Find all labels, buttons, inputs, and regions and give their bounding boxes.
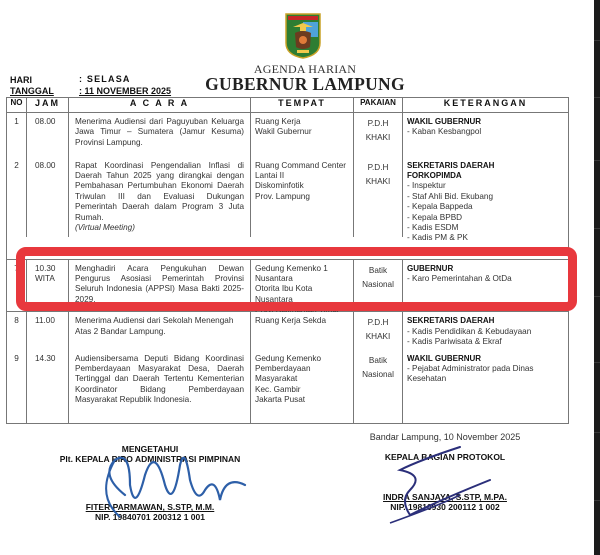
row-tempat: Ruang Command Center Lantai II Diskominfotik Prov. Lampung (251, 157, 354, 237)
column-header-tempat: TEMPAT (251, 98, 354, 113)
hari-value: : SELASA (79, 74, 131, 84)
row-acara: Menghadiri Acara Pengukuhan Dewan Pengurus Asosiasi Pemerintah Provinsi Seluruh Indonesia (APPSI) Masa Bakti 2025-2029. (69, 259, 251, 312)
row-keterangan: SEKRETARIS DAERAH FORKOPIMDA - Inspektur - Staf Ahli Bid. Ekubang - Kepala Bappeda - Kepala BPBD - Kadis ESDM - Kadis PM & PK (403, 157, 569, 237)
row-pakaian: P.D.H KHAKI (354, 157, 403, 237)
agenda-subtitle: AGENDA HARIAN (253, 62, 357, 76)
row-no: 8 (7, 312, 27, 350)
lampung-emblem-icon (285, 13, 321, 59)
table-header-row (7, 98, 569, 113)
table-row (7, 113, 569, 157)
column-header-no: NO (7, 98, 27, 113)
row-no: 9 (7, 350, 27, 424)
row-acara: Rapat Koordinasi Pengendalian Inflasi di Daerah Tahun 2025 yang dirangkai dengan Pembahasan Pertumbuhan Ekonomi Daerah Triwulan III dan Evaluasi Dukungan Pemerintah Daerah dalam Program 3 Juta Rumah. (Virtual Meeting) (69, 157, 251, 237)
signer-name: FITER PARMAWAN, S.STP, M.M. (85, 502, 215, 512)
row-keterangan: GUBERNUR - Karo Pemerintahan & OtDa (403, 259, 569, 312)
row-tempat: Gedung Kemenko 1 Nusantara Otorita Ibu Kota Nusantara Prov. Kalimantan Timur (251, 259, 354, 312)
row-no: 1 (7, 113, 27, 157)
column-header-acara: A C A R A (69, 98, 251, 113)
hari-label: HARI (10, 75, 32, 85)
signer-name: INDRA SANJAYA, S.STP, M.PA. (383, 492, 507, 502)
row-keterangan: SEKRETARIS DAERAH - Kadis Pendidikan & Kebudayaan - Kadis Pariwisata & Ekraf (403, 312, 569, 350)
signature-block-left (40, 444, 260, 522)
table-row-highlighted (7, 259, 569, 312)
row-keterangan: WAKIL GUBERNUR - Kaban Kesbangpol (403, 113, 569, 157)
table-row (7, 157, 569, 237)
row-jam: 14.30 (27, 350, 69, 424)
row-pakaian: P.D.H KHAKI (354, 113, 403, 157)
table-row (7, 350, 569, 424)
row-pakaian: P.D.H KHAKI (354, 312, 403, 350)
column-header-keterangan: KETERANGAN (403, 98, 569, 113)
row-jam: 08.00 (27, 157, 69, 237)
signature-block-right (360, 432, 530, 512)
signer-title: KEPALA BAGIAN PROTOKOL (384, 452, 506, 462)
row-jam: 08.00 (27, 113, 69, 157)
signer-nip: NIP. 19840701 200312 1 001 (95, 512, 205, 522)
row-keterangan: WAKIL GUBERNUR - Pejabat Administrator pada Dinas Kesehatan (403, 350, 569, 424)
row-no: 2 (7, 157, 27, 237)
place-date: Bandar Lampung, 10 November 2025 (369, 432, 521, 442)
signer-title: Plt. KEPALA BIRO ADMINISTRASI PIMPINAN (59, 454, 241, 464)
signer-nip: NIP. 19810930 200112 1 002 (390, 502, 500, 512)
tanggal-label: TANGGAL (10, 86, 54, 96)
viewer-edge-strip (594, 0, 600, 555)
row-acara: Menerima Audiensi dari Sekolah Menengah Atas 2 Bandar Lampung. (69, 312, 251, 350)
column-header-jam: JAM (27, 98, 69, 113)
row-jam: 10.30 WITA (27, 259, 69, 312)
agenda-title: GUBERNUR LAMPUNG (205, 74, 405, 94)
table-row (7, 312, 569, 350)
row-no: 7 (7, 259, 27, 312)
row-tempat: Gedung Kemenko Pemberdayaan Masyarakat Kec. Gambir Jakarta Pusat (251, 350, 354, 424)
row-tempat: Ruang Kerja Wakil Gubernur (251, 113, 354, 157)
acknowledge-label: MENGETAHUI (121, 444, 179, 454)
tanggal-value: : 11 NOVEMBER 2025 (79, 86, 172, 96)
agenda-table (6, 97, 569, 424)
row-jam: 11.00 (27, 312, 69, 350)
row-tempat: Ruang Kerja Sekda (251, 312, 354, 350)
column-header-pakaian: PAKAIAN (354, 98, 403, 113)
row-pakaian: Batik Nasional (354, 350, 403, 424)
row-acara: Audiensibersama Deputi Bidang Koordinasi Pemberdayaan Masyarakat Desa, Daerah Tertinggal dan Daerah Tertentu Kementerian Koordinator Bidang Pemberdayaan Masyarakat Republik Indonesia. (69, 350, 251, 424)
row-acara: Menerima Audiensi dari Paguyuban Keluarga Jawa Timur – Sumatera (Jamur Kesuma) Provinsi Lampung. (69, 113, 251, 157)
row-pakaian: Batik Nasional (354, 259, 403, 312)
fragment-gap (7, 237, 569, 260)
